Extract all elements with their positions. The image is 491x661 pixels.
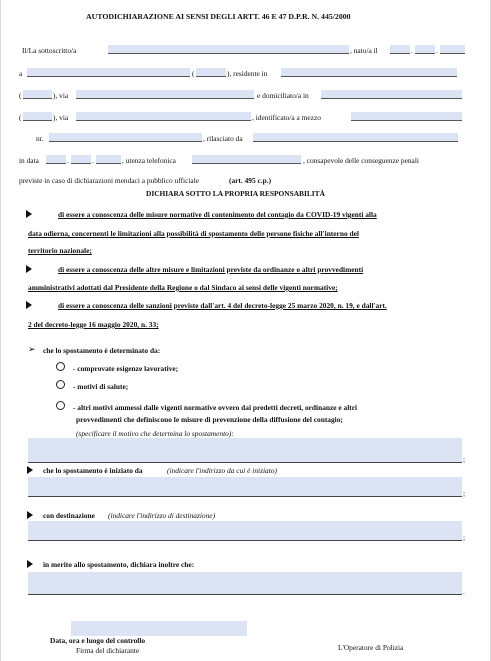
underline [28, 540, 462, 541]
further-declarations-textarea[interactable] [28, 572, 462, 594]
underline [28, 594, 462, 595]
issue-month-field[interactable] [71, 155, 91, 164]
declaration-2-line-2: amministrativi adottati dal Presidente della Regione o dal Sindaco ai sensi delle vigenti normative; [28, 283, 338, 292]
declaration-3-line-1: di essere a conoscenza delle sanzioni previste dall'art. 4 del decreto-legge 25 marzo 2020, n. 19, e dall'art. [58, 301, 387, 310]
residence-street-field[interactable] [76, 90, 254, 99]
domicile-province-field[interactable] [23, 112, 52, 121]
start-label: che lo spostamento è iniziato da [43, 466, 143, 475]
signature-label: Firma del dichiarante [76, 646, 140, 655]
issue-year-field[interactable] [96, 155, 121, 164]
document-number-field[interactable] [49, 133, 202, 142]
declaration-2-line-1: di essere a conoscenza delle altre misure e limitazioni previste da ordinanze o altri provvedimenti [58, 265, 364, 274]
start-address-field[interactable] [28, 477, 462, 497]
label-consapevole: , consapevole delle conseguenze penali [303, 156, 419, 165]
option-other-line-1: - altri motivi ammessi dalle vigenti normative ovvero dai predetti decreti, ordinanze e altri [73, 403, 358, 412]
id-document-field[interactable] [351, 112, 462, 121]
option-other-line-2: provvedimenti che definiscono le misure di prevenzione della diffusione del contagio; [76, 415, 343, 424]
semicolon: ; [463, 489, 466, 498]
phone-field[interactable] [192, 155, 301, 164]
declaration-1-line-2: data odierna, concernenti le limitazioni alla possibilità di spostamento delle persone fisiche all'interno del [28, 229, 359, 238]
label-via-1: ), via [53, 91, 69, 100]
residence-city-field[interactable] [281, 68, 457, 77]
label-via-2: ), via [53, 113, 69, 122]
declaration-3-line-2: 2 del decreto-legge 16 maggio 2020, n. 33; [28, 320, 159, 329]
arrow-bullet-icon [27, 466, 33, 474]
label-art495: (art. 495 c.p.) [229, 176, 272, 185]
declaration-1-line-1: di essere a conoscenza delle misure normative di contenimento del contagio da COVID-19 vigenti alla [58, 210, 377, 219]
form-title: AUTODICHIARAZIONE AI SENSI DEGLI ARTT. 46 E 47 D.P.R. N. 445/2000 [86, 12, 351, 21]
birth-place-field[interactable] [27, 68, 190, 77]
dot: . [92, 156, 94, 165]
arrow-bullet-icon [27, 511, 33, 519]
label-in-data: in data [19, 156, 39, 165]
semicolon: ; [463, 533, 466, 542]
domicile-city-field[interactable] [321, 90, 462, 99]
destination-address-field[interactable] [28, 521, 462, 541]
label-utenza: , utenza telefonica [122, 156, 176, 165]
birth-month-field[interactable] [415, 45, 435, 54]
lparen: ( [19, 91, 22, 100]
declaration-1-line-3: territorio nazionale; [28, 246, 92, 255]
destination-label: con destinazione [43, 511, 95, 520]
label-previste: previste in caso di dichiarazioni mendaci a pubblico ufficiale [19, 176, 200, 185]
label-nr: nr. [36, 134, 44, 143]
semicolon: ; [463, 455, 466, 464]
issued-by-field[interactable] [253, 133, 458, 142]
dot: . [463, 587, 465, 596]
movement-header: che lo spostamento è determinato da: [43, 346, 161, 355]
birth-province-field[interactable] [196, 68, 226, 77]
label-residente: ), residente in [227, 69, 268, 78]
small-arrow-icon: ➢ [28, 344, 36, 354]
arrow-bullet-icon [26, 301, 32, 309]
name-field[interactable] [108, 45, 349, 54]
further-declarations-label: in merito allo spostamento, dichiara inoltre che: [43, 560, 195, 569]
destination-hint: (indicare l'indirizzo di destinazione) [108, 511, 216, 520]
label-rilasciato: , rilasciato da [203, 134, 243, 143]
arrow-bullet-icon [27, 560, 33, 568]
underline [28, 496, 462, 497]
operator-label: L'Operatore di Polizia [338, 643, 404, 652]
date-place-label: Data, ora e luogo del controllo [50, 636, 146, 645]
arrow-bullet-icon [26, 210, 32, 218]
radio-other-reasons[interactable] [56, 401, 65, 410]
start-hint: (indicare l'indirizzo da cui è iniziato) [167, 466, 277, 475]
date-place-field[interactable] [71, 621, 247, 636]
label-sottoscritto: Il/La sottoscritto/a [22, 46, 77, 55]
label-identificato: , identificato/a a mezzo [252, 113, 321, 122]
residence-province-field[interactable] [23, 90, 52, 99]
arrow-bullet-icon [26, 265, 32, 273]
radio-work-reasons[interactable] [56, 362, 65, 371]
birth-day-field[interactable] [390, 45, 410, 54]
label-nato: , nato/a il [350, 46, 378, 55]
option-other-hint: (specificare il motivo che determina lo spostamento): [76, 429, 234, 438]
dot: . [436, 46, 438, 55]
other-reason-textarea[interactable] [28, 438, 462, 463]
underline [28, 462, 462, 463]
domicile-street-field[interactable] [76, 112, 251, 121]
dichiara-heading: DICHIARA SOTTO LA PROPRIA RESPONSABILITÀ [146, 189, 325, 198]
option-health-label: - motivi di salute; [73, 382, 129, 391]
radio-health-reasons[interactable] [56, 380, 65, 389]
lparen: ( [192, 69, 195, 78]
birth-year-field[interactable] [440, 45, 465, 54]
option-work-label: - comprovate esigenze lavorative; [73, 364, 179, 373]
label-a: a [19, 69, 23, 78]
lparen: ( [19, 113, 22, 122]
dot: . [411, 46, 413, 55]
issue-day-field[interactable] [46, 155, 66, 164]
label-domiciliato: e domiciliato/a in [257, 91, 309, 100]
dot: . [67, 156, 69, 165]
